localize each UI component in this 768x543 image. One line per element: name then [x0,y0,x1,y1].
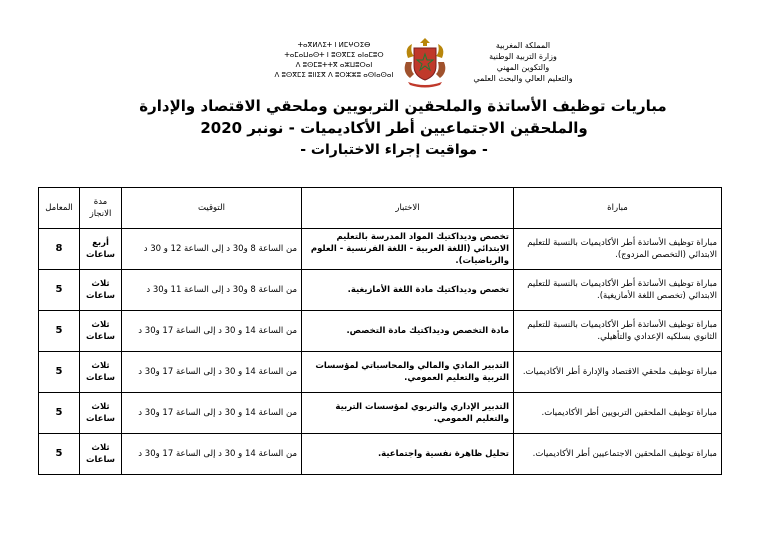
table-row [39,270,722,311]
header-duration: مدة الانجاز [80,188,122,229]
arabic-line: والتعليم العالي والبحث العلمي [473,74,573,83]
kingdom-emblem-icon [400,36,450,88]
cell-coef: 5 [39,352,80,393]
header-time: التوقيت [122,188,302,229]
cell-duration: ثلاث ساعات [80,352,122,393]
header-test: الاختبار [302,188,514,229]
cell-time: من الساعة 8 و30 د إلى الساعة 12 و 30 د [122,229,302,270]
table-row [39,352,722,393]
cell-time: من الساعة 14 و 30 د إلى الساعة 17 و30 د [122,352,302,393]
table-row [39,393,722,434]
cell-exam: مباراة توظيف ملحقي الاقتصاد والإدارة أطر الأكاديميات. [514,352,722,393]
cell-duration: ثلاث ساعات [80,270,122,311]
table-row [39,311,722,352]
cell-coef: 5 [39,434,80,475]
cell-exam: مباراة توظيف الأساتذة أطر الأكاديميات بالنسبة للتعليم الثانوي بسلكيه الإعدادي والتأهيلي. [514,311,722,352]
cell-test: تحليل ظاهرة نفسية واجتماعية. [302,434,514,475]
title-line-1: مباريات توظيف الأساتذة والملحقين التربويين وملحقي الاقتصاد والإدارة [139,97,667,115]
cell-exam: مباراة توظيف الأساتذة أطر الأكاديميات بالنسبة للتعليم الابتدائي (تخصص اللغة الأمازيغية). [514,270,722,311]
tifinagh-line: ⵜⴰⵎⴰⵡⴰⵙⵜ ⵏ ⵓⵙⴳⵎⵉ ⴰⵏⴰⵎⵓⵔ [284,51,384,59]
arabic-line: وزارة التربية الوطنية [489,52,557,61]
cell-exam: مباراة توظيف الأساتذة أطر الأكاديميات بالنسبة للتعليم الابتدائي (التخصص المزدوج). [514,229,722,270]
cell-duration: أربع ساعات [80,229,122,270]
cell-exam: مباراة توظيف الملحقين الاجتماعيين أطر الأكاديميات. [514,434,722,475]
cell-test: مادة التخصص وديداكتيك مادة التخصص. [302,311,514,352]
title-line-2: والملحقين الاجتماعيين أطر الأكاديميات - نونبر 2020 [200,119,588,137]
schedule-table [38,187,722,475]
header-exam: مباراة [514,188,722,229]
ministry-name-arabic [463,40,583,84]
cell-test: التدبير الإداري والتربوي لمؤسسات التربية والتعليم العمومي. [302,393,514,434]
cell-time: من الساعة 14 و 30 د إلى الساعة 17 و30 د [122,311,302,352]
tifinagh-line: ⴷ ⵓⵙⴳⵎⵉ ⵓⵏⵏⵉⴳ ⴷ ⵓⵔⵣⵣⵓ ⴰⵙⵏⴰⵙⴰⵏ [274,71,394,79]
ministry-name-tifinagh [268,40,400,80]
cell-test: التدبير المادي والمالي والمحاسباتي لمؤسسات التربية والتعليم العمومي. [302,352,514,393]
cell-test: تخصص وديداكتيك المواد المدرسة بالتعليم الابتدائي (اللغة العربية - اللغة الفرنسية - العلوم والرياضيات). [302,229,514,270]
cell-time: من الساعة 14 و 30 د إلى الساعة 17 و30 د [122,434,302,475]
cell-coef: 5 [39,270,80,311]
table-row [39,434,722,475]
tifinagh-line: ⴷ ⵓⵙⵎⵓⵜⵜⴳ ⴰⵣⵡⵓⵔⴰⵏ [295,61,373,69]
arabic-line: المملكة المغربية [495,41,551,50]
cell-duration: ثلاث ساعات [80,393,122,434]
cell-time: من الساعة 14 و 30 د إلى الساعة 17 و30 د [122,393,302,434]
cell-coef: 5 [39,311,80,352]
cell-test: تخصص وديداكتيك مادة اللغة الأمازيغية. [302,270,514,311]
table-row [39,229,722,270]
tifinagh-line: ⵜⴰⴳⵍⴷⵉⵜ ⵏ ⵍⵎⵖⵔⵉⴱ [297,41,371,49]
arabic-line: والتكوين المهني [496,63,550,72]
cell-duration: ثلاث ساعات [80,311,122,352]
cell-time: من الساعة 8 و30 د إلى الساعة 11 و30 د [122,270,302,311]
table-header-row [39,188,722,229]
cell-coef: 5 [39,393,80,434]
header-coef: المعامل [39,188,80,229]
cell-exam: مباراة توظيف الملحقين التربويين أطر الأكاديميات. [514,393,722,434]
document-title [0,95,768,161]
cell-duration: ثلاث ساعات [80,434,122,475]
title-line-3: - مواقيت إجراء الاختبارات - [300,142,488,158]
cell-coef: 8 [39,229,80,270]
